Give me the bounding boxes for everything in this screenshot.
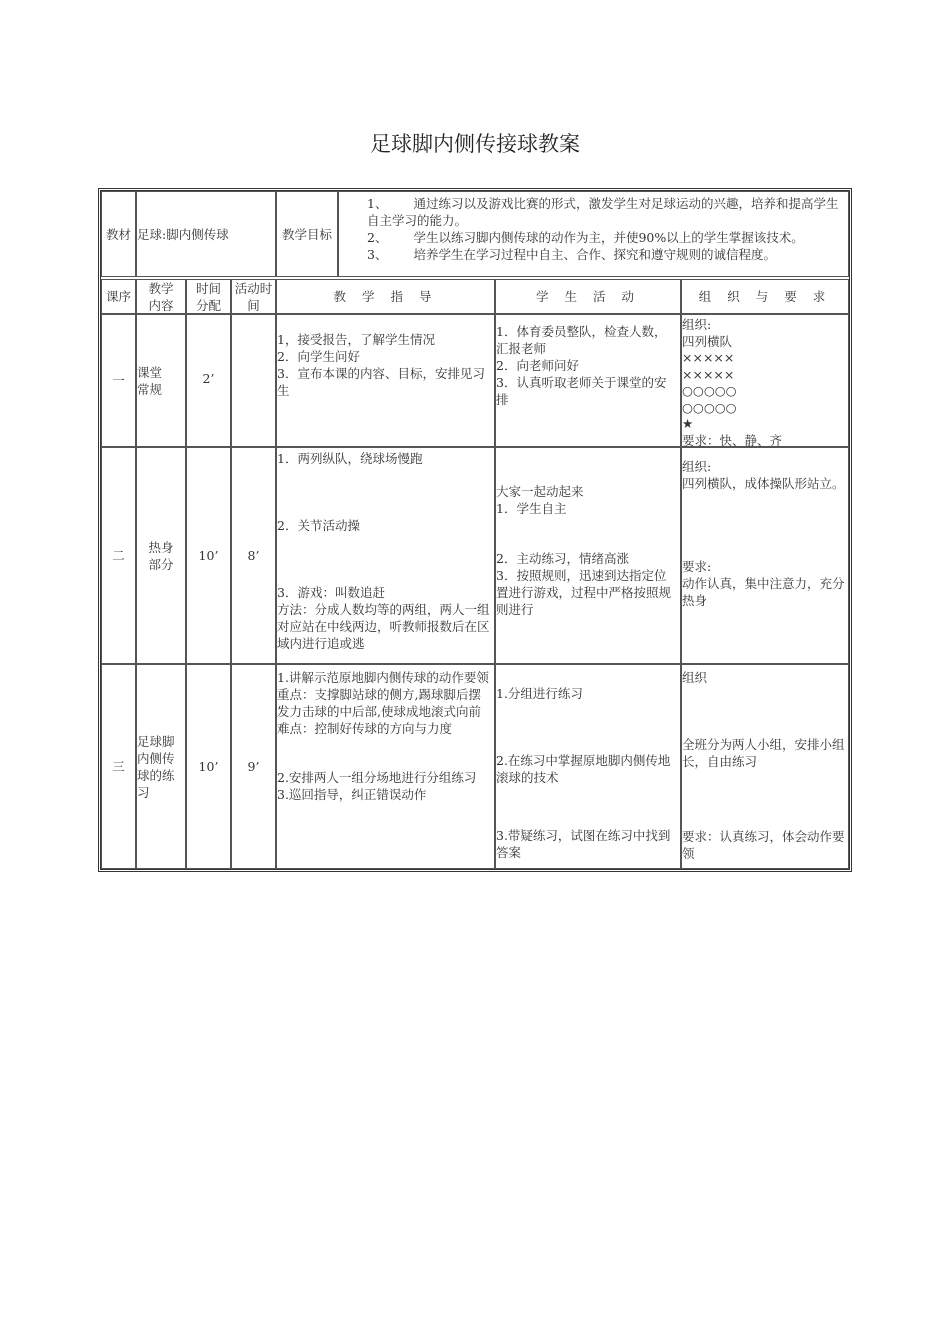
student-step: 2.在练习中掌握原地脚内侧传地滚球的技术 [496, 753, 671, 785]
material-value: 足球:脚内侧传球 [136, 191, 276, 277]
goal-item: 3、 培养学生在学习过程中自主、合作、探究和遵守规则的诚信程度。 [367, 247, 776, 262]
guide-step: 2．关节活动操 [277, 518, 360, 533]
header-time: 时间分配 [186, 279, 231, 314]
row3-guide [276, 664, 495, 869]
guide-step: 方法：分成人数均等的两组，两人一组对应站在中线两边，听教师报数后在区域内进行追或逃 [277, 602, 490, 651]
header-content: 教学内容 [136, 279, 186, 314]
org-line: 动作认真，集中注意力，充分热身 [682, 576, 845, 608]
goal-label: 教学目标 [276, 191, 338, 277]
org-line: 四列横队 [682, 333, 733, 349]
org-line: 组织: [682, 317, 712, 332]
row2-org [681, 447, 849, 664]
org-line: 全班分为两人小组，安排小组长，自由练习 [682, 737, 845, 769]
org-line: 四列横队，成体操队形站立。 [682, 476, 845, 491]
goal-item: 2、 学生以练习脚内侧传球的动作为主，并使90%以上的学生掌握该技术。 [367, 230, 804, 245]
header-order: 课序 [101, 279, 136, 314]
guide-step: 难点：控制好传球的方向与力度 [277, 721, 453, 736]
goal-item: 1、 通过练习以及游戏比赛的形式，激发学生对足球运动的兴趣，培养和提高学生自主学习的能力。 [367, 196, 839, 228]
guide-step: 1.讲解示范原地脚内侧传球的动作要领 [277, 670, 489, 685]
guide-step: 2.安排两人一组分场地进行分组练习 [277, 770, 477, 785]
org-line: 要求：快、静、齐 [682, 432, 783, 448]
student-step: 2．向老师问好 [496, 358, 579, 373]
header-org: 组 织 与 要 求 [681, 279, 849, 314]
student-step: 3．按照规则，迅速到达指定位置进行游戏，过程中严格按照规则进行 [496, 568, 672, 617]
student-step: 1．体育委员整队，检查人数，汇报老师 [496, 324, 667, 356]
org-line: 组织: [682, 459, 712, 474]
org-line: 要求: [682, 559, 712, 574]
row3-org [681, 664, 849, 869]
header-guide: 教 学 指 导 [276, 279, 495, 314]
guide-step: 1．两列纵队，绕球场慢跑 [277, 451, 423, 466]
row2-activity-time: 8’ [231, 447, 276, 664]
row3-content: 足球脚内侧传球的练习 [136, 664, 186, 869]
row1-content: 课堂常规 [136, 314, 186, 447]
row2-content: 热身部分 [136, 447, 186, 664]
formation-row: ○○○○○ [682, 383, 737, 398]
guide-step: 3．宣布本课的内容、目标，安排见习生 [277, 366, 485, 398]
row1-student [495, 314, 681, 447]
row3-activity-time: 9’ [231, 664, 276, 869]
row3-student [495, 664, 681, 869]
row2-student [495, 447, 681, 664]
student-step: 3．认真听取老师关于课堂的安排 [496, 375, 667, 407]
material-label: 教材 [101, 191, 136, 277]
row1-activity-time [231, 314, 276, 447]
row1-time: 2’ [186, 314, 231, 447]
row1-guide [276, 314, 495, 447]
guide-step: 重点：支撑脚站球的侧方,踢球脚后摆发力击球的中后部,使球成地滚式向前 [277, 687, 481, 719]
row2-time: 10’ [186, 447, 231, 664]
teacher-star-icon: ★ [682, 416, 694, 431]
row2-guide [276, 447, 495, 664]
student-step: 大家一起动起来 [496, 484, 584, 499]
row3-order: 三 [101, 664, 136, 869]
student-step: 3.带疑练习，试图在练习中找到答案 [496, 828, 671, 860]
formation-row: ○○○○○ [682, 399, 737, 415]
row3-time: 10’ [186, 664, 231, 869]
guide-step: 3.巡回指导，纠正错误动作 [277, 787, 427, 802]
org-line: 要求：认真练习，体会动作要领 [682, 829, 845, 861]
guide-step: 3．游戏：叫数追赶 [277, 585, 385, 600]
header-activity-time: 活动时间 [231, 279, 276, 314]
guide-step: 2．向学生问好 [277, 349, 360, 364]
row2-order: 二 [101, 447, 136, 664]
formation-row: ××××× [682, 350, 735, 365]
student-step: 1．学生自主 [496, 501, 567, 516]
row1-order: 一 [101, 314, 136, 447]
formation-row: ××××× [682, 366, 735, 382]
row1-org [681, 314, 849, 447]
page-title: 足球脚内侧传接球教案 [370, 132, 580, 156]
student-step: 2．主动练习，情绪高涨 [496, 551, 629, 566]
org-line: 组织 [682, 670, 708, 685]
student-step: 1.分组进行练习 [496, 686, 583, 701]
guide-step: 1，接受报告，了解学生情况 [277, 332, 435, 347]
goals-list [338, 191, 849, 277]
header-student: 学 生 活 动 [495, 279, 681, 314]
